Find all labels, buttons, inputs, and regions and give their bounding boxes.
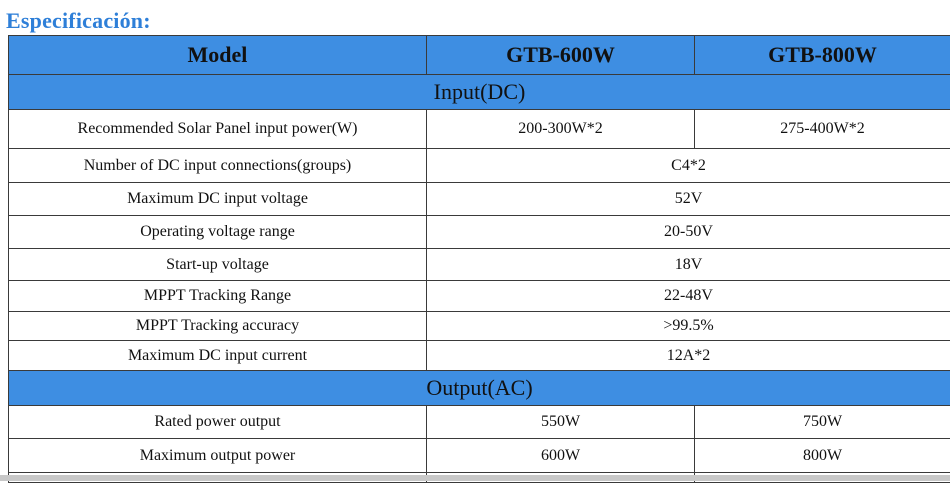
bottom-scroll-edge — [0, 475, 950, 481]
table-row — [9, 439, 950, 473]
row-value-800w: 800W — [695, 439, 950, 473]
row-label: Start-up voltage — [9, 249, 427, 281]
header-gtb-800w: GTB-800W — [695, 36, 950, 75]
row-value: C4*2 — [427, 149, 950, 183]
row-value-800w: 750W — [695, 406, 950, 439]
row-value-600w: 550W — [427, 406, 695, 439]
row-label: Operating voltage range — [9, 216, 427, 249]
row-label: Recommended Solar Panel input power(W) — [9, 110, 427, 149]
header-gtb-600w: GTB-600W — [427, 36, 695, 75]
section-input-row — [9, 75, 950, 110]
table-header-row — [9, 36, 950, 75]
table-row — [9, 281, 950, 312]
table-row — [9, 216, 950, 249]
row-value: 18V — [427, 249, 950, 281]
row-label: Rated power output — [9, 406, 427, 439]
row-value: 20-50V — [427, 216, 950, 249]
table-row — [9, 341, 950, 371]
row-value-800w: 275-400W*2 — [695, 110, 950, 149]
spec-table — [8, 35, 950, 483]
row-label: Maximum DC input voltage — [9, 183, 427, 216]
table-row — [9, 183, 950, 216]
row-label: Number of DC input connections(groups) — [9, 149, 427, 183]
row-value-600w: 200-300W*2 — [427, 110, 695, 149]
row-value-600w: 600W — [427, 439, 695, 473]
row-label: Maximum DC input current — [9, 341, 427, 371]
header-model: Model — [9, 36, 427, 75]
section-output-row — [9, 371, 950, 406]
table-row — [9, 406, 950, 439]
section-output-title: Output(AC) — [9, 371, 950, 406]
row-value: 22-48V — [427, 281, 950, 312]
row-value: 52V — [427, 183, 950, 216]
table-row — [9, 110, 950, 149]
section-input-title: Input(DC) — [9, 75, 950, 110]
row-label: Maximum output power — [9, 439, 427, 473]
row-value: >99.5% — [427, 312, 950, 341]
table-row — [9, 249, 950, 281]
row-value: 12A*2 — [427, 341, 950, 371]
page-heading: Especificación: — [6, 8, 151, 34]
row-label: MPPT Tracking accuracy — [9, 312, 427, 341]
table-row — [9, 312, 950, 341]
row-label: MPPT Tracking Range — [9, 281, 427, 312]
table-row — [9, 149, 950, 183]
